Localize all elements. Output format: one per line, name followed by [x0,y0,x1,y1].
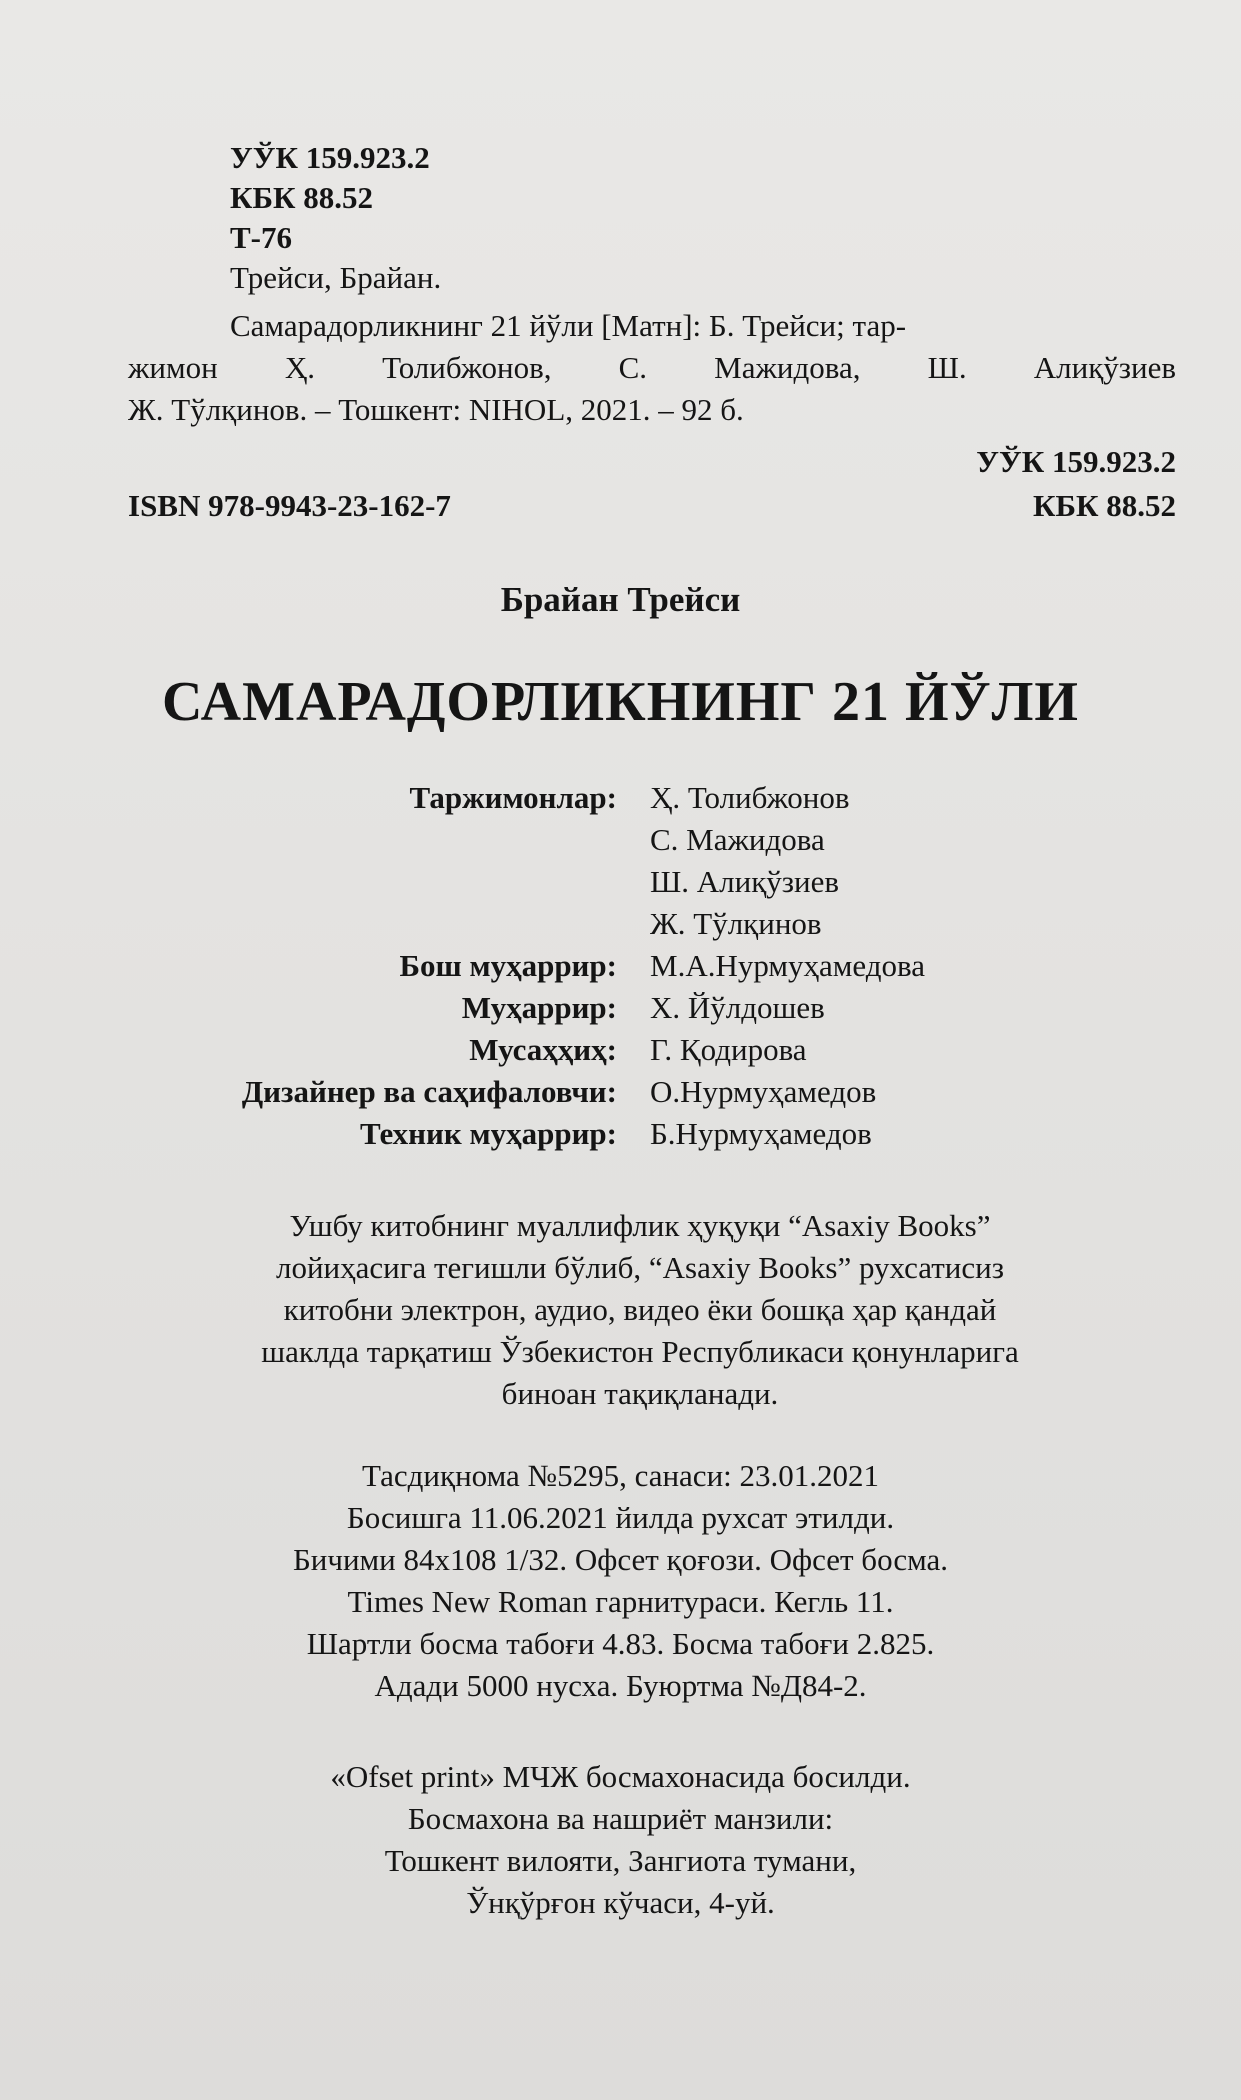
biblio-line: Самарадорликнинг 21 йўли [Матн]: Б. Трейси; тар- [230,308,907,343]
credit-label: Мусаҳҳиҳ: [469,1032,617,1067]
credit-row [0,822,1241,864]
credit-label: Муҳаррир: [461,990,617,1025]
credit-value: Ж. Тўлқинов [650,906,822,941]
credits-list [0,780,1241,1158]
udk-code: УЎК 159.923.2 [230,140,430,175]
notice-line: лойиҳасига тегишли бўлиб, “Asaxiy Books” рухсатисиз [276,1250,1004,1285]
catalog-block [230,138,441,298]
udk-code-right: УЎК 159.923.2 [976,444,1176,479]
credit-row [0,864,1241,906]
credit-row [0,1074,1241,1116]
imprint-line: Босишга 11.06.2021 йилда рухсат этилди. [346,1500,895,1535]
imprint-line: Шартли босма табоғи 4.83. Босма табоғи 2.825. [306,1626,935,1661]
press-line: «Ofset print» МЧЖ босмахонасида босилди. [330,1759,911,1794]
kbk-code: КБК 88.52 [230,180,373,215]
bibliographic-record [128,305,1176,431]
credit-value: М.А.Нурмуҳамедова [650,948,925,983]
credit-row [0,948,1241,990]
credit-row [0,1032,1241,1074]
credit-value: Г. Қодирова [650,1032,807,1067]
imprint-line: Тасдиқнома №5295, санаси: 23.01.2021 [361,1458,880,1493]
copyright-notice [140,1205,1140,1415]
credit-value: С. Мажидова [650,822,825,857]
credit-value: О.Нурмуҳамедов [650,1074,877,1109]
author-mark: Т-76 [230,220,292,255]
book-title: САМАРАДОРЛИКНИНГ 21 ЙЎЛИ [162,671,1079,733]
press-line: Босмахона ва нашриёт манзили: [407,1801,834,1836]
credit-value: Ҳ. Толибжонов [650,780,850,815]
credit-row [0,990,1241,1032]
notice-line: Ушбу китобнинг муаллифлик ҳуқуқи “Asaxiy Books” [289,1208,991,1243]
press-line: Ўнқўрғон кўчаси, 4-уй. [466,1885,775,1920]
notice-line: биноан тақиқланади. [501,1376,779,1411]
credit-value: Б.Нурмуҳамедов [650,1116,872,1151]
imprint-line: Бичими 84х108 1/32. Офсет қоғози. Офсет босма. [292,1542,949,1577]
credit-value: Ш. Алиқўзиев [650,864,840,899]
biblio-line: жимон Ҳ. Толибжонов, С. Мажидова, Ш. Алиқўзиев [128,350,1176,385]
credit-label: Таржимонлар: [409,780,617,815]
credit-label: Бош муҳаррир: [399,948,617,983]
notice-line: китобни электрон, аудио, видео ёки бошқа ҳар қандай [283,1292,997,1327]
biblio-line: Ж. Тўлқинов. – Тошкент: NIHOL, 2021. – 92 б. [128,392,744,427]
notice-line: шаклда тарқатиш Ўзбекистон Республикаси қонунларига [261,1334,1019,1369]
credit-row [0,906,1241,948]
print-details [0,1455,1241,1707]
imprint-line: Адади 5000 нусха. Буюртма №Д84-2. [374,1668,867,1703]
printing-house [0,1756,1241,1924]
isbn: ISBN 978-9943-23-162-7 [128,488,451,523]
imprint-line: Times New Roman гарнитураси. Кегль 11. [347,1584,894,1619]
credit-label: Дизайнер ва саҳифаловчи: [241,1074,617,1109]
credit-label: Техник муҳаррир: [360,1116,617,1151]
credit-row [0,780,1241,822]
credit-value: Х. Йўлдошев [650,990,825,1025]
author-entry: Трейси, Брайан. [230,260,442,295]
press-line: Тошкент вилояти, Зангиота тумани, [384,1843,857,1878]
kbk-code-right: КБК 88.52 [1033,488,1176,523]
credit-row [0,1116,1241,1158]
classification-codes [976,440,1176,528]
book-author: Брайан Трейси [500,580,741,619]
